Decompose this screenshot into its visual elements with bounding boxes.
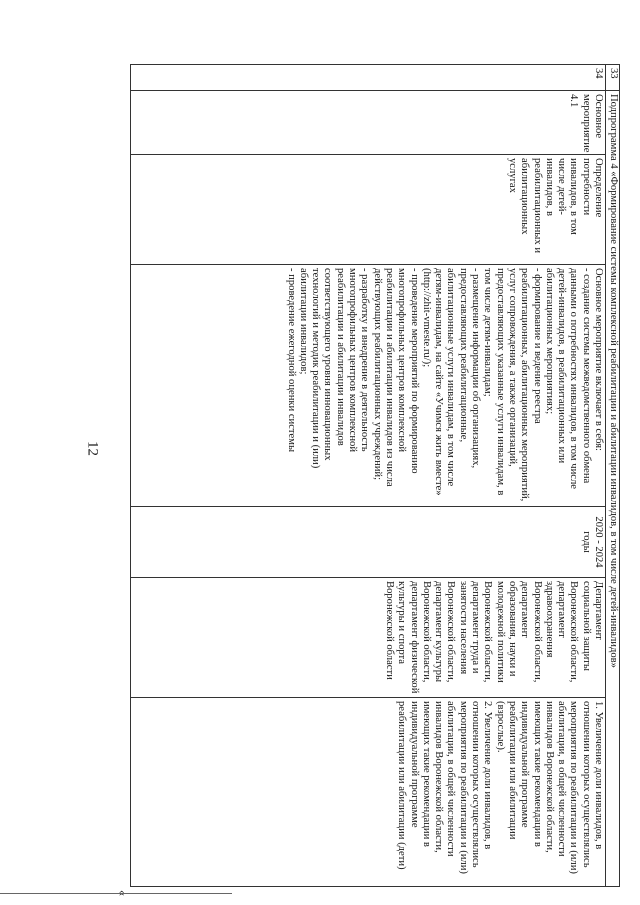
subprogram-title: Подпрограмма 4 «Формирование системы комплексной реабилитации и абилитации инвалидов, в том числе детей-инвалидов» <box>606 91 620 887</box>
description-item: - проведение мероприятий по формированию многопрофильных центров комплексной реабилитации и абилитации инвалидов из числа действующих реабилитационных учреждений; <box>371 268 420 487</box>
description-item: - проведение ежегодной оценки системы <box>285 268 297 453</box>
expected-results <box>131 698 606 887</box>
table-row-34 <box>131 65 606 887</box>
row-34-number: 34 <box>131 65 606 91</box>
footnote-rule <box>0 893 232 894</box>
rotated-table-container <box>110 64 620 902</box>
result-item: 1. Увеличение доли инвалидов, в отношении которых осуществлялись мероприятия по реабилитации и (или) абилитации, в общей численности инвалидов Воронежской области, имеющих такие рекомендации в индивидуальной программе реабилитации или абилитации (взрослые). <box>494 701 604 874</box>
row-33-number: 33 <box>606 65 620 91</box>
measure-description <box>131 265 606 507</box>
implementation-years: 2020 - 2024 годы <box>131 507 606 578</box>
description-item: - разработку и внедрение в деятельность многопрофильных центров комплексной реабилитации и абилитации инвалидов соответствующего уровня инновационных технологий и методик реабилитации и (или) абилитации инвалидов; <box>297 268 371 469</box>
description-item: Основное мероприятие включает в себя: <box>593 268 604 452</box>
measure-type: Основное мероприятие 4.1 <box>131 91 606 155</box>
program-table <box>130 64 620 887</box>
measure-name: Определение потребности инвалидов, в том числе детей-инвалидов, в реабилитационных и абилитационных услугах <box>131 155 606 265</box>
description-item: - создание системы межведомственного обмена данными о потребностях инвалидов, в том числе детей-инвалидов, в реабилитационных или абилитационных мероприятиях; <box>543 268 592 489</box>
description-item: - размещение информации об организациях, предоставляющих реабилитационные, абилитационные услуги инвалидам, в том числе детям-инвалидам, на сайте «Учимся жить вместе» (http://zhit-vmeste.ru/); <box>420 268 482 496</box>
result-item: 2. Увеличение доли инвалидов, в отношении которых осуществлялись мероприятия по реабилитации и (или) абилитации, в общей численности инвалидов Воронежской области, имеющих такие рекомендации в индивидуальной программе реабилитации или абилитации (дети) <box>396 701 494 874</box>
table-row-33 <box>606 65 620 887</box>
executors: Департамент социальной защиты Воронежской области, департамент здравоохранения Воронежской области, департамент образования, науки и молодежной политики Воронежской области, департамент труда и занятости населения Воронежской области, департамент культуры Воронежской области, департамент физической культуры и спорта Воронежской области <box>131 578 606 698</box>
page-number: 12 <box>84 441 101 456</box>
description-item: - формирование и ведение реестра реабилитационных, абилитационных мероприятий, услуг сопровождения, а также организаций, предоставляющих указанные услуги инвалидам, в том числе детям-инвалидам; <box>482 268 543 502</box>
opening-quote-mark: « <box>116 890 130 896</box>
